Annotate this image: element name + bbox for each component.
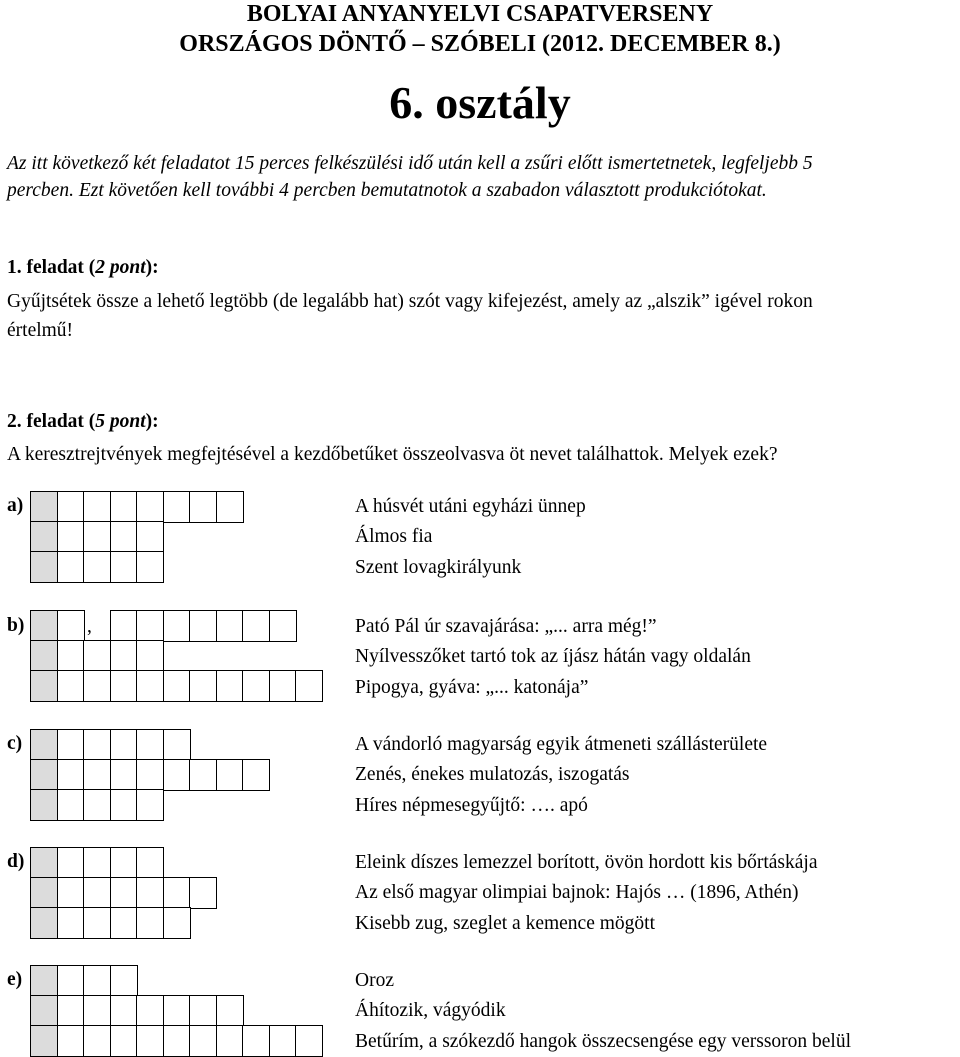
puzzle-d-clue-3: Kisebb zug, szeglet a kemence mögött bbox=[355, 913, 655, 934]
crossword-cell[interactable] bbox=[189, 1025, 217, 1057]
crossword-cell[interactable] bbox=[57, 670, 85, 702]
puzzle-a-clue-3: Szent lovagkirályunk bbox=[355, 557, 522, 578]
crossword-first-letter-cell[interactable] bbox=[30, 907, 58, 939]
crossword-cell[interactable] bbox=[83, 847, 111, 879]
crossword-cell[interactable] bbox=[83, 521, 111, 553]
crossword-cell[interactable] bbox=[110, 995, 138, 1027]
crossword-cell[interactable] bbox=[110, 877, 138, 909]
crossword-cell[interactable] bbox=[136, 759, 164, 791]
crossword-first-letter-cell[interactable] bbox=[30, 521, 58, 553]
crossword-cell[interactable] bbox=[57, 789, 85, 821]
crossword-first-letter-cell[interactable] bbox=[30, 759, 58, 791]
crossword-cell[interactable] bbox=[83, 670, 111, 702]
crossword-cell[interactable] bbox=[163, 729, 191, 761]
puzzle-d-clue-2: Az első magyar olimpiai bajnok: Hajós … (1896, Athén) bbox=[355, 882, 799, 903]
crossword-cell[interactable] bbox=[136, 640, 164, 672]
crossword-cell[interactable] bbox=[269, 1025, 297, 1057]
crossword-cell[interactable] bbox=[83, 877, 111, 909]
crossword-cell[interactable] bbox=[57, 907, 85, 939]
crossword-cell[interactable] bbox=[57, 1025, 85, 1057]
crossword-cell[interactable] bbox=[57, 965, 85, 997]
crossword-cell[interactable] bbox=[269, 670, 297, 702]
crossword-cell[interactable] bbox=[136, 877, 164, 909]
contest-title: BOLYAI ANYANYELVI CSAPATVERSENY bbox=[246, 1, 714, 27]
puzzle-e-clue-3: Betűrím, a szókezdő hangok összecsengése egy verssoron belül bbox=[355, 1031, 852, 1052]
crossword-cell[interactable] bbox=[57, 759, 85, 791]
puzzle-d-clue-1: Eleink díszes lemezzel borított, övön hordott kis bőrtáskája bbox=[355, 852, 818, 873]
crossword-cell[interactable] bbox=[57, 551, 85, 583]
puzzle-b-separator: , bbox=[87, 616, 92, 637]
crossword-cell[interactable] bbox=[110, 789, 138, 821]
crossword-cell[interactable] bbox=[216, 1025, 244, 1057]
crossword-cell[interactable] bbox=[163, 491, 191, 523]
crossword-cell[interactable] bbox=[57, 610, 85, 642]
crossword-cell[interactable] bbox=[216, 610, 244, 642]
crossword-cell[interactable] bbox=[216, 670, 244, 702]
crossword-cell[interactable] bbox=[136, 907, 164, 939]
crossword-cell[interactable] bbox=[189, 670, 217, 702]
crossword-cell[interactable] bbox=[83, 729, 111, 761]
crossword-cell[interactable] bbox=[163, 907, 191, 939]
task1-line-1: Gyűjtsétek össze a lehető legtöbb (de legalább hat) szót vagy kifejezést, amely az „alszik” igével rokon bbox=[7, 291, 813, 312]
crossword-first-letter-cell[interactable] bbox=[30, 789, 58, 821]
crossword-cell[interactable] bbox=[216, 491, 244, 523]
crossword-cell[interactable] bbox=[83, 759, 111, 791]
puzzle-c-clue-3: Híres népmesegyűjtő: …. apó bbox=[355, 795, 588, 816]
crossword-cell[interactable] bbox=[110, 551, 138, 583]
crossword-cell[interactable] bbox=[83, 551, 111, 583]
crossword-cell[interactable] bbox=[83, 965, 111, 997]
crossword-first-letter-cell[interactable] bbox=[30, 995, 58, 1027]
crossword-cell[interactable] bbox=[110, 670, 138, 702]
task1-line-2: értelmű! bbox=[7, 320, 74, 341]
grade-title: 6. osztály bbox=[389, 77, 571, 128]
task1-heading: 1. feladat (2 pont): bbox=[7, 257, 159, 278]
puzzle-e-label: e) bbox=[7, 969, 23, 990]
puzzle-c-clue-2: Zenés, énekes mulatozás, iszogatás bbox=[355, 764, 630, 785]
crossword-cell[interactable] bbox=[163, 759, 191, 791]
crossword-first-letter-cell[interactable] bbox=[30, 965, 58, 997]
crossword-cell[interactable] bbox=[136, 551, 164, 583]
crossword-cell[interactable] bbox=[110, 759, 138, 791]
crossword-cell[interactable] bbox=[110, 491, 138, 523]
crossword-cell[interactable] bbox=[189, 759, 217, 791]
crossword-cell[interactable] bbox=[83, 640, 111, 672]
crossword-cell[interactable] bbox=[242, 1025, 270, 1057]
crossword-cell[interactable] bbox=[189, 877, 217, 909]
crossword-first-letter-cell[interactable] bbox=[30, 640, 58, 672]
crossword-cell[interactable] bbox=[110, 965, 138, 997]
crossword-cell[interactable] bbox=[57, 877, 85, 909]
crossword-cell[interactable] bbox=[110, 610, 138, 642]
crossword-cell[interactable] bbox=[57, 491, 85, 523]
crossword-cell[interactable] bbox=[216, 759, 244, 791]
crossword-first-letter-cell[interactable] bbox=[30, 729, 58, 761]
crossword-cell[interactable] bbox=[136, 847, 164, 879]
crossword-cell[interactable] bbox=[163, 1025, 191, 1057]
crossword-cell[interactable] bbox=[269, 610, 297, 642]
crossword-cell[interactable] bbox=[83, 789, 111, 821]
puzzle-b-label: b) bbox=[7, 615, 25, 636]
task2-text: A keresztrejtvények megfejtésével a kezdőbetűket összeolvasva öt nevet találhattok. Melyek ezek? bbox=[7, 444, 778, 465]
crossword-cell[interactable] bbox=[110, 640, 138, 672]
crossword-cell[interactable] bbox=[83, 995, 111, 1027]
crossword-first-letter-cell[interactable] bbox=[30, 670, 58, 702]
crossword-cell[interactable] bbox=[110, 1025, 138, 1057]
puzzle-b-clue-3: Pipogya, gyáva: „... katonája” bbox=[355, 677, 589, 698]
crossword-cell[interactable] bbox=[242, 759, 270, 791]
crossword-cell[interactable] bbox=[242, 670, 270, 702]
crossword-cell[interactable] bbox=[189, 995, 217, 1027]
crossword-cell[interactable] bbox=[110, 729, 138, 761]
puzzle-c-label: c) bbox=[7, 733, 23, 754]
puzzle-a-clue-1: A húsvét utáni egyházi ünnep bbox=[355, 496, 586, 517]
intro-line-2: percben. Ezt követően kell további 4 percben bemutatnotok a szabadon választott produkciótokat. bbox=[7, 180, 767, 201]
crossword-first-letter-cell[interactable] bbox=[30, 1025, 58, 1057]
puzzle-e-clue-2: Áhítozik, vágyódik bbox=[355, 1000, 506, 1021]
crossword-first-letter-cell[interactable] bbox=[30, 610, 58, 642]
crossword-cell[interactable] bbox=[242, 610, 270, 642]
crossword-cell[interactable] bbox=[136, 491, 164, 523]
crossword-cell[interactable] bbox=[57, 640, 85, 672]
crossword-cell[interactable] bbox=[83, 1025, 111, 1057]
crossword-cell[interactable] bbox=[110, 847, 138, 879]
crossword-cell[interactable] bbox=[136, 995, 164, 1027]
crossword-cell[interactable] bbox=[57, 521, 85, 553]
puzzle-e-clue-1: Oroz bbox=[355, 970, 394, 991]
crossword-cell[interactable] bbox=[136, 521, 164, 553]
crossword-cell[interactable] bbox=[216, 995, 244, 1027]
crossword-cell[interactable] bbox=[295, 1025, 323, 1057]
crossword-cell[interactable] bbox=[136, 789, 164, 821]
crossword-cell[interactable] bbox=[110, 907, 138, 939]
crossword-cell[interactable] bbox=[295, 670, 323, 702]
crossword-cell[interactable] bbox=[57, 847, 85, 879]
crossword-first-letter-cell[interactable] bbox=[30, 551, 58, 583]
crossword-cell[interactable] bbox=[136, 670, 164, 702]
crossword-cell[interactable] bbox=[163, 877, 191, 909]
intro-line-1: Az itt következő két feladatot 15 perces felkészülési idő után kell a zsűri előtt ismertetnetek, legfeljebb 5 bbox=[7, 153, 813, 174]
puzzle-b-clue-2: Nyílvesszőket tartó tok az íjász hátán vagy oldalán bbox=[355, 646, 751, 667]
crossword-cell[interactable] bbox=[136, 610, 164, 642]
crossword-cell[interactable] bbox=[189, 491, 217, 523]
puzzle-c-clue-1: A vándorló magyarság egyik átmeneti szállásterülete bbox=[355, 734, 768, 755]
puzzle-a-label: a) bbox=[7, 495, 24, 516]
crossword-cell[interactable] bbox=[163, 610, 191, 642]
crossword-first-letter-cell[interactable] bbox=[30, 491, 58, 523]
puzzle-a-clue-2: Álmos fia bbox=[355, 526, 433, 547]
task2-heading: 2. feladat (5 pont): bbox=[7, 411, 159, 432]
crossword-cell[interactable] bbox=[136, 729, 164, 761]
crossword-cell[interactable] bbox=[163, 995, 191, 1027]
crossword-cell[interactable] bbox=[57, 995, 85, 1027]
crossword-cell[interactable] bbox=[57, 729, 85, 761]
crossword-cell[interactable] bbox=[83, 907, 111, 939]
puzzle-d-label: d) bbox=[7, 851, 25, 872]
crossword-cell[interactable] bbox=[189, 610, 217, 642]
crossword-cell[interactable] bbox=[136, 1025, 164, 1057]
crossword-cell[interactable] bbox=[110, 521, 138, 553]
crossword-first-letter-cell[interactable] bbox=[30, 877, 58, 909]
contest-subtitle: ORSZÁGOS DÖNTŐ – SZÓBELI (2012. DECEMBER 8.) bbox=[179, 31, 781, 57]
crossword-cell[interactable] bbox=[163, 670, 191, 702]
crossword-cell[interactable] bbox=[83, 491, 111, 523]
puzzle-b-clue-1: Pató Pál úr szavajárása: „... arra még!” bbox=[355, 616, 657, 637]
crossword-first-letter-cell[interactable] bbox=[30, 847, 58, 879]
